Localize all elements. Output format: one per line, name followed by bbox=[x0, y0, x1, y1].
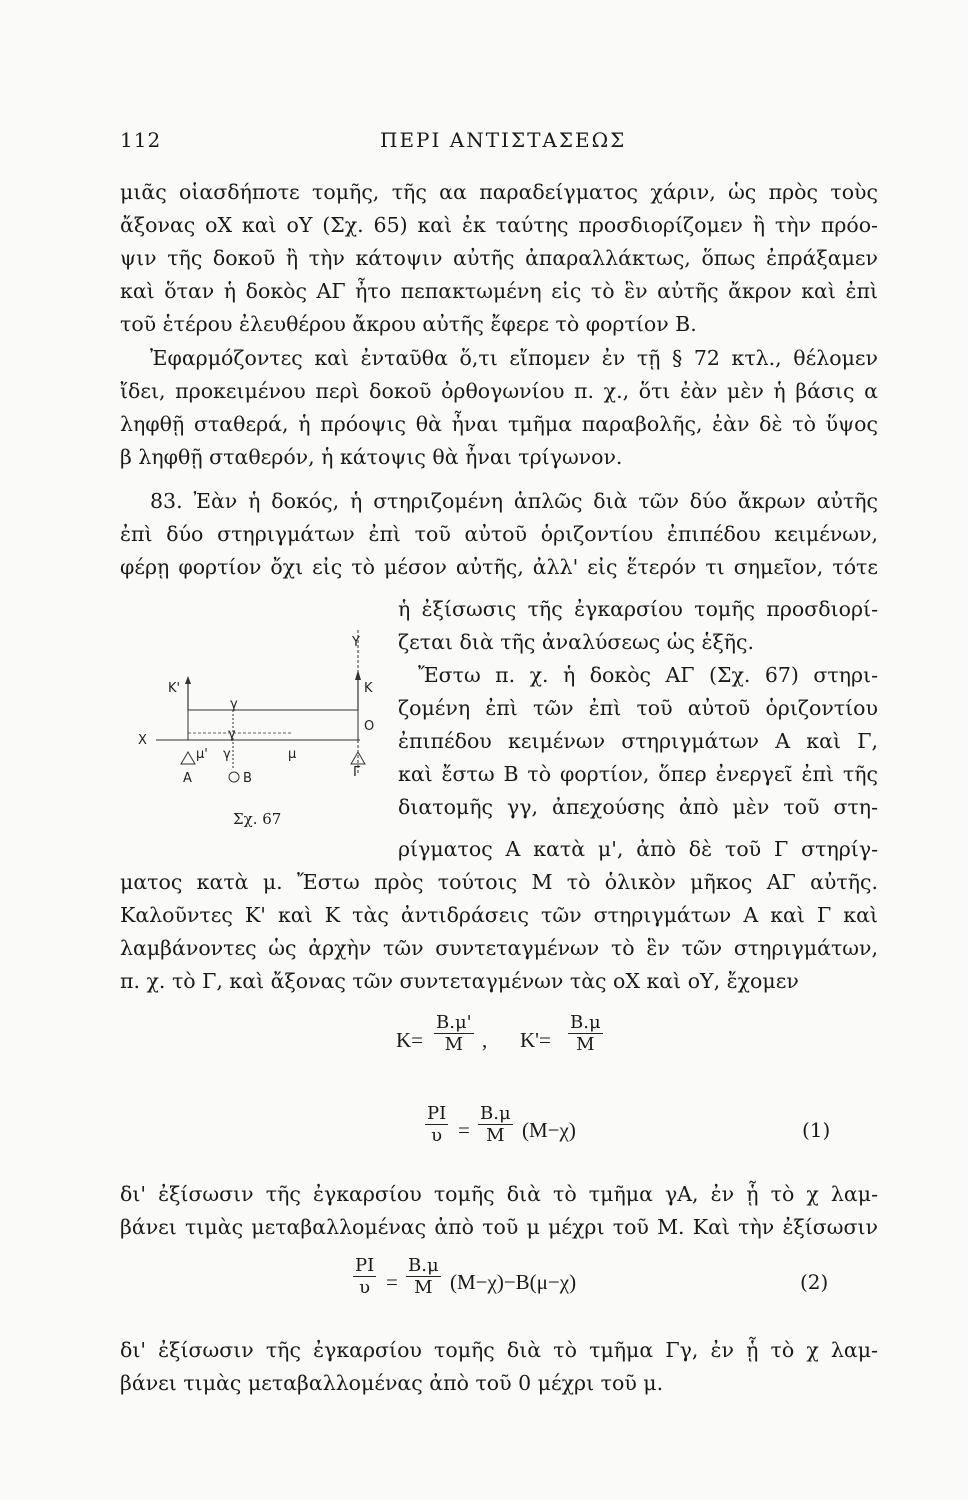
label-mu: μ bbox=[288, 747, 297, 762]
text-line: ἡ ἐξίσωσις τῆς ἐγκαρσίου τομῆς προσδιορί- bbox=[398, 597, 878, 621]
eq2-equals: = bbox=[386, 1270, 398, 1294]
arrowhead-left bbox=[185, 676, 191, 684]
text-line: ἄξονας οΧ καὶ οΥ (Σχ. 65) καὶ ἐκ ταύτης προσδιορίζομεν ἢ τὴν πρόο- bbox=[120, 213, 878, 237]
eq2-frac-b-den: Μ bbox=[406, 1276, 441, 1298]
eq1-frac-a-den: υ bbox=[425, 1124, 448, 1146]
label-A: Α bbox=[183, 771, 192, 786]
label-K: Κ bbox=[364, 681, 373, 696]
text-line: ματος κατὰ μ. Ἔστω πρὸς τούτοις Μ τὸ ὁλικὸν μῆκος ΑΓ αὐτῆς. bbox=[120, 870, 878, 894]
label-gamma-mid: γ bbox=[228, 727, 236, 742]
text-line: ρίγματος Α κατὰ μ', ἀπὸ δὲ τοῦ Γ στηρίγ- bbox=[398, 837, 878, 861]
text-line: ζεται διὰ τῆς ἀναλύσεως ὡς ἑξῆς. bbox=[398, 630, 755, 654]
eq1-tail: (Μ−χ) bbox=[522, 1118, 576, 1142]
text-line: καὶ ἔστω Β τὸ φορτίον, ὅπερ ἐνεργεῖ ἐπὶ τῆς bbox=[398, 762, 878, 786]
text-line: βάνει τιμὰς μεταβαλλομένας ἀπὸ τοῦ μ μέχρι τοῦ Μ. Καὶ τὴν ἐξίσωσιν bbox=[120, 1215, 878, 1239]
load-B-symbol bbox=[229, 772, 239, 782]
eq0-lhs2: Κ'= bbox=[520, 1028, 551, 1052]
text-line: καὶ ὅταν ἡ δοκὸς ΑΓ ἦτο πεπακτωμένη εἰς τὸ ἓν αὐτῆς ἄκρον καὶ ἐπὶ bbox=[120, 279, 878, 303]
text-line: π. χ. τὸ Γ, καὶ ἄξονας τῶν συντεταγμένων τὰς οΧ καὶ οΥ, ἔχομεν bbox=[120, 969, 799, 993]
eq1-number: (1) bbox=[802, 1118, 831, 1142]
eq0-sep: , bbox=[482, 1028, 488, 1052]
text-line: τοῦ ἑτέρου ἐλευθέρου ἄκρου αὐτῆς ἔφερε τὸ φορτίον Β. bbox=[120, 312, 697, 336]
label-gamma-bottom: γ bbox=[223, 747, 231, 762]
running-title: ΠΕΡΙ ΑΝΤΙΣΤΑΣΕΩΣ bbox=[380, 128, 627, 152]
eq0-frac1 bbox=[434, 1012, 474, 1055]
eq0-frac2 bbox=[568, 1012, 603, 1055]
eq2-frac-a-den: υ bbox=[353, 1276, 376, 1298]
text-line: λαμβάνοντες ὡς ἀρχὴν τῶν συντεταγμένων τὸ ἓν τῶν στηριγμάτων, bbox=[120, 936, 878, 960]
label-O: Ο bbox=[364, 719, 375, 734]
support-A bbox=[181, 752, 195, 764]
eq2-tail: (Μ−χ)−Β(μ−χ) bbox=[450, 1270, 577, 1294]
text-line: ληφθῇ σταθερά, ἡ πρόοψις θὰ ἦναι τμῆμα παραβολῆς, ἐὰν δὲ τὸ ὕψος bbox=[120, 412, 878, 436]
eq1-frac-b bbox=[478, 1103, 513, 1146]
figure-caption: Σχ. 67 bbox=[233, 810, 282, 828]
text-line: Ἔστω π. χ. ἡ δοκὸς ΑΓ (Σχ. 67) στηρι- bbox=[418, 663, 878, 687]
arrowhead-right bbox=[355, 670, 361, 680]
text-line: ἴδει, προκειμένου περὶ δοκοῦ ὀρθογωνίου π. χ., ὅτι ἐὰν μὲν ἡ βάσις α bbox=[120, 379, 878, 403]
text-line: μιᾶς οἱασδήποτε τομῆς, τῆς αα παραδείγματος χάριν, ὡς πρὸς τοὺς bbox=[120, 180, 878, 204]
text-line: διατομῆς γγ, ἀπεχούσης ἀπὸ μὲν τοῦ στη- bbox=[398, 795, 878, 819]
text-line: δι' ἐξίσωσιν τῆς ἐγκαρσίου τομῆς διὰ τὸ τμῆμα γΑ, ἐν ᾗ τὸ χ λαμ- bbox=[120, 1182, 878, 1206]
eq0-frac2-num: Β.μ bbox=[570, 1012, 601, 1033]
text-line: ψιν τῆς δοκοῦ ἢ τὴν κάτοψιν αὐτῆς ἀπαραλλάκτως, ὅπως ἐπράξαμεν bbox=[120, 246, 878, 270]
eq1-frac-b-num: Β.μ bbox=[480, 1103, 511, 1124]
label-G: Γ bbox=[353, 765, 361, 780]
eq0-lhs1: Κ= bbox=[396, 1028, 424, 1052]
eq2-frac-a bbox=[353, 1255, 376, 1298]
text-line: Ἐφαρμόζοντες καὶ ἐνταῦθα ὅ,τι εἴπομεν ἐν τῇ § 72 κτλ., θέλομεν bbox=[150, 346, 878, 370]
eq2-number: (2) bbox=[800, 1270, 829, 1294]
eq0-frac1-den: Μ bbox=[434, 1033, 474, 1055]
text-line: δι' ἐξίσωσιν τῆς ἐγκαρσίου τομῆς διὰ τὸ τμῆμα Γγ, ἐν ᾗ τὸ χ λαμ- bbox=[120, 1338, 878, 1362]
page-number: 112 bbox=[120, 128, 162, 152]
eq2-frac-a-num: ΡΙ bbox=[355, 1255, 375, 1276]
label-B: Β bbox=[243, 771, 252, 786]
eq1-frac-b-den: Μ bbox=[478, 1124, 513, 1146]
text-line: φέρῃ φορτίον ὄχι εἰς τὸ μέσον αὐτῆς, ἀλλ' εἰς ἕτερόν τι σημεῖον, τότε bbox=[120, 555, 878, 579]
label-X: Χ bbox=[138, 733, 147, 748]
text-line: Καλοῦντες Κ' καὶ Κ τὰς ἀντιδράσεις τῶν στηριγμάτων Α καὶ Γ καὶ bbox=[120, 903, 878, 927]
eq1-frac-a bbox=[425, 1103, 448, 1146]
eq1-equals: = bbox=[458, 1118, 470, 1142]
eq2-frac-b-num: Β.μ bbox=[408, 1255, 439, 1276]
section-83-heading-line: 83. Ἐὰν ἡ δοκός, ἡ στηριζομένη ἁπλῶς διὰ τῶν δύο ἄκρων αὐτῆς bbox=[150, 489, 878, 513]
eq0-frac2-den: Μ bbox=[568, 1033, 603, 1055]
text-line: ἐπιπέδου κειμένων στηριγμάτων Α καὶ Γ, bbox=[398, 729, 878, 753]
text-line: ζομένη ἐπὶ τῶν ἐπὶ τοῦ αὐτοῦ ὁριζοντίου bbox=[398, 696, 878, 720]
label-mu-prime: μ' bbox=[196, 747, 208, 762]
text-line: ἐπὶ δύο στηριγμάτων ἐπὶ τοῦ αὐτοῦ ὁριζοντίου ἐπιπέδου κειμένων, bbox=[120, 522, 878, 546]
eq0-frac1-num: Β.μ' bbox=[436, 1012, 472, 1033]
beam-rect bbox=[188, 710, 358, 740]
text-line: β ληφθῇ σταθερόν, ἡ κάτοψις θὰ ἦναι τρίγωνον. bbox=[120, 445, 623, 469]
label-gamma-top: γ bbox=[230, 697, 238, 712]
text-line: βάνει τιμὰς μεταβαλλομένας ἀπὸ τοῦ 0 μέχρι τοῦ μ. bbox=[120, 1371, 664, 1395]
eq1-frac-a-num: ΡΙ bbox=[427, 1103, 447, 1124]
figure-67 bbox=[128, 630, 378, 830]
label-K-prime: Κ' bbox=[168, 681, 181, 696]
eq2-frac-b bbox=[406, 1255, 441, 1298]
label-Y: Y bbox=[352, 635, 360, 650]
